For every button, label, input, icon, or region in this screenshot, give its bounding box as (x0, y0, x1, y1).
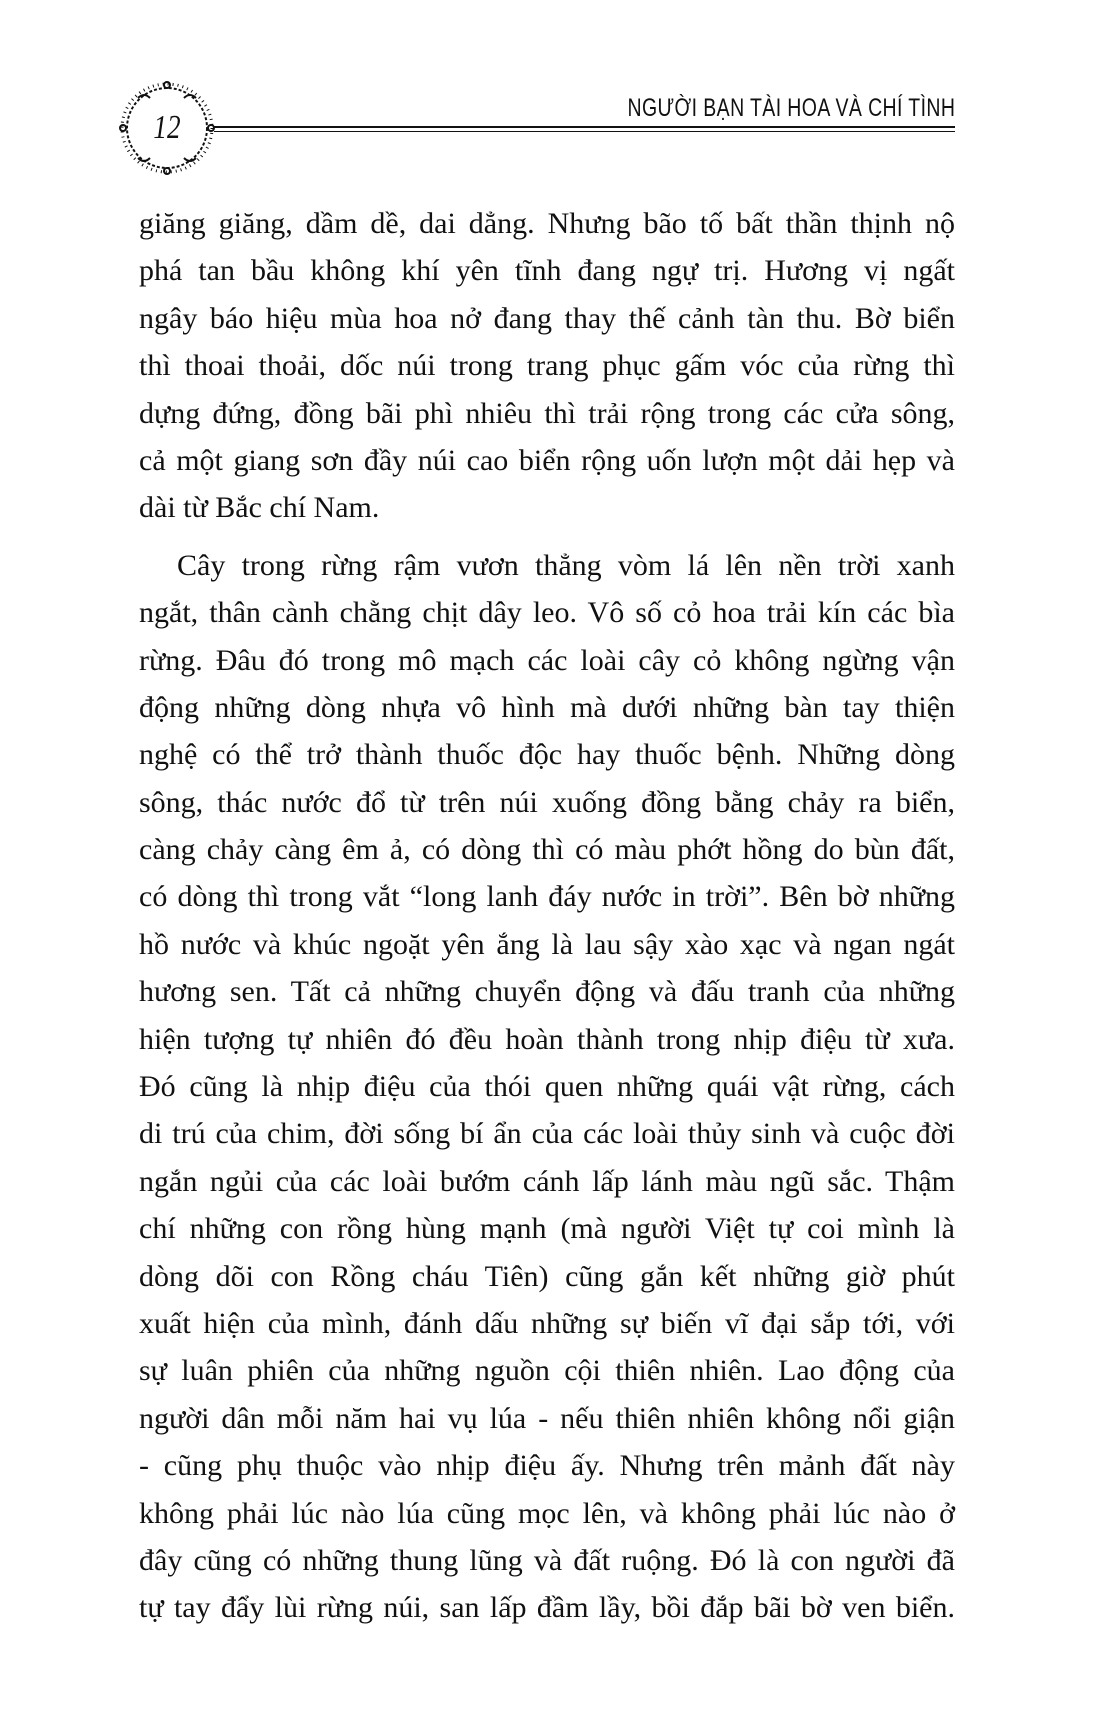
paragraph (139, 200, 955, 532)
text-line: dựng đứng, đồng bãi phì nhiêu thì trải rộng trong các cửa sông, (139, 396, 955, 430)
text-line: giăng giăng, dầm dề, dai dẳng. Nhưng bão tố bất thần thịnh nộ (139, 207, 955, 240)
running-title: NGƯỜI BẠN TÀI HOA VÀ CHÍ TÌNH (627, 94, 955, 122)
text-line: Đó cũng là nhịp điệu của thói quen những quái vật rừng, cách (139, 1070, 955, 1104)
text-line: hương sen. Tất cả những chuyển động và đấu tranh của những (139, 975, 955, 1009)
text-line: đây cũng có những thung lũng và đất ruộng. Đó là con người đã (139, 1543, 955, 1577)
text-line: động những dòng nhựa vô hình mà dưới những bàn tay thiện (139, 690, 955, 724)
paragraph (139, 542, 955, 1632)
text-line: sự luân phiên của những nguồn cội thiên nhiên. Lao động của (139, 1354, 955, 1388)
text-line: sông, thác nước đổ từ trên núi xuống đồng bằng chảy ra biển, (139, 785, 955, 819)
header-rule-thin (214, 131, 955, 132)
text-line: thì thoai thoải, dốc núi trong trang phục gấm vóc của rừng thì (139, 349, 955, 383)
page-number: 12 (153, 109, 181, 146)
text-line: người dân mỗi năm hai vụ lúa - nếu thiên nhiên không nổi giận (139, 1401, 955, 1435)
text-line: cả một giang sơn đầy núi cao biển rộng uốn lượn một dải hẹp và (139, 443, 955, 477)
body-text (139, 200, 955, 1632)
text-line: càng chảy càng êm ả, có dòng thì có màu phớt hồng do bùn đất, (139, 833, 955, 867)
text-line: Cây trong rừng rậm vươn thẳng vòm lá lên nền trời xanh (177, 548, 955, 582)
text-line: hồ nước và khúc ngoặt yên ắng là lau sậy xào xạc và ngan ngát (139, 927, 955, 961)
text-line: ngắt, thân cành chằng chịt dây leo. Vô số cỏ hoa trải kín các bìa (139, 596, 955, 630)
text-line: rừng. Đâu đó trong mô mạch các loài cây cỏ không ngừng vận (139, 643, 955, 677)
text-line: không phải lúc nào lúa cũng mọc lên, và không phải lúc nào ở (139, 1496, 955, 1530)
text-line: có dòng thì trong vắt “long lanh đáy nước in trời”. Bên bờ những (139, 880, 955, 914)
text-line: ngây báo hiệu mùa hoa nở đang thay thế cảnh tàn thu. Bờ biển (139, 301, 955, 335)
text-line: phá tan bầu không khí yên tĩnh đang ngự trị. Hương vị ngất (139, 254, 955, 288)
header-rule (214, 126, 955, 128)
text-line: xuất hiện của mình, đánh dấu những sự biến vĩ đại sắp tới, với (139, 1306, 955, 1340)
text-line: chí những con rồng hùng mạnh (mà người Việt tự coi mình là (139, 1212, 955, 1246)
text-line: ngắn ngủi của các loài bướm cánh lấp lánh màu ngũ sắc. Thậm (139, 1164, 955, 1198)
text-line: di trú của chim, đời sống bí ẩn của các loài thủy sinh và cuộc đời (139, 1117, 955, 1151)
paragraph-gap (139, 532, 955, 542)
text-line: - cũng phụ thuộc vào nhịp điệu ấy. Nhưng trên mảnh đất này (139, 1449, 955, 1483)
text-line: dài từ Bắc chí Nam. (139, 491, 380, 525)
text-line: hiện tượng tự nhiên đó đều hoàn thành trong nhịp điệu từ xưa. (139, 1022, 955, 1056)
text-line: dòng dõi con Rồng cháu Tiên) cũng gắn kết những giờ phút (139, 1259, 955, 1293)
text-line: nghệ có thể trở thành thuốc độc hay thuốc bệnh. Những dòng (139, 738, 955, 772)
text-line: tự tay đẩy lùi rừng núi, san lấp đầm lầy, bồi đắp bãi bờ ven biển. (139, 1591, 955, 1625)
